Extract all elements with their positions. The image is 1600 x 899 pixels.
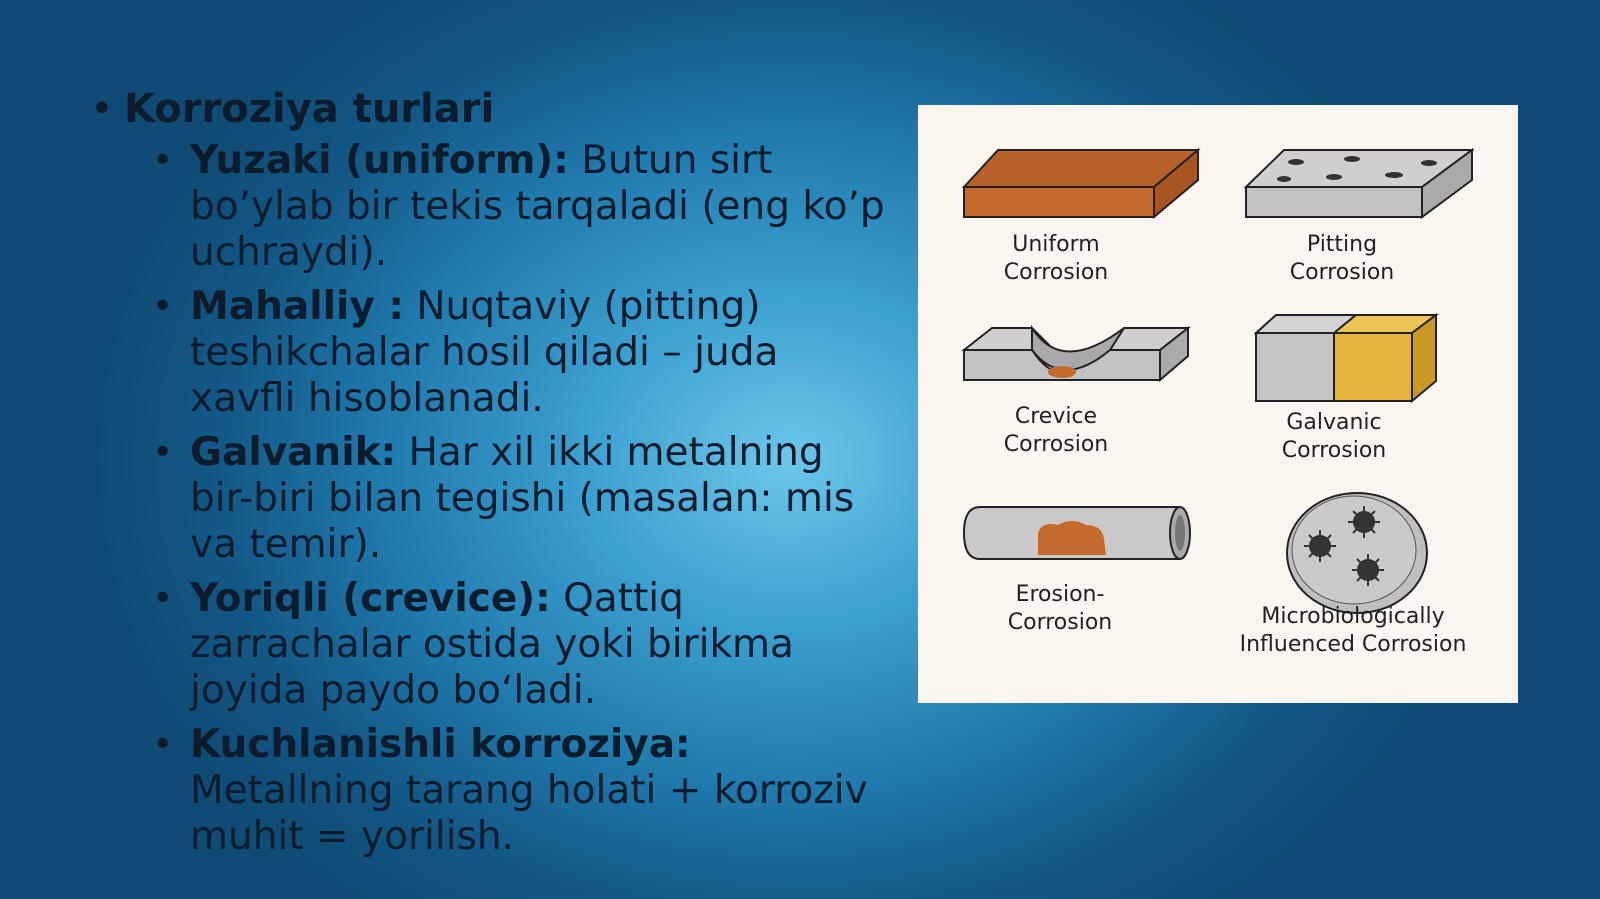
list-item: [152, 284, 890, 422]
pitting-corrosion-illustration: [1244, 145, 1474, 225]
item-term: Yuzaki (uniform):: [190, 138, 569, 183]
galvanic-corrosion-illustration: [1254, 313, 1444, 405]
slide-body: [90, 86, 890, 868]
item-term: Yoriqli (crevice):: [190, 576, 551, 621]
item-text: Metallning tarang holati + korroziv muhit = yorilish.: [190, 768, 868, 859]
list-item: [152, 138, 890, 276]
item-term: Galvanik:: [190, 430, 397, 475]
item-term: Kuchlanishli korroziya:: [190, 722, 691, 767]
uniform-caption: Uniform Corrosion: [1003, 232, 1109, 285]
corrosion-types-list: [152, 138, 890, 860]
item-text: Butun sirt bo’ylab bir tekis tarqaladi (eng ko’p uchraydi).: [190, 138, 885, 275]
item-text: Nuqtaviy (pitting) teshikchalar hosil qiladi – juda xavfli hisoblanadi.: [190, 284, 779, 421]
list-item: [152, 576, 890, 714]
crevice-caption: Crevice Corrosion: [1003, 404, 1109, 457]
item-text: Har xil ikki metalning bir-biri bilan tegishi (masalan: mis va temir).: [190, 430, 855, 567]
erosion-caption: Erosion- Corrosion: [1007, 582, 1113, 635]
erosion-corrosion-illustration: [962, 503, 1202, 567]
uniform-corrosion-illustration: [962, 145, 1202, 225]
main-heading: • Korroziya turlari: [90, 86, 890, 132]
galvanic-caption: Galvanic Corrosion: [1281, 410, 1387, 463]
microbiological-corrosion-illustration: [1284, 490, 1430, 616]
item-text: Qattiq zarrachalar ostida yoki birikma joyida paydo bo‘ladi.: [190, 576, 794, 713]
list-item: [152, 430, 890, 568]
list-item: [152, 722, 890, 860]
corrosion-types-figure: [918, 105, 1518, 703]
pitting-caption: Pitting Corrosion: [1289, 232, 1395, 285]
item-term: Mahalliy :: [190, 284, 404, 329]
mic-caption: Microbiologically Influenced Corrosion: [1239, 604, 1467, 657]
crevice-corrosion-illustration: [962, 320, 1202, 390]
